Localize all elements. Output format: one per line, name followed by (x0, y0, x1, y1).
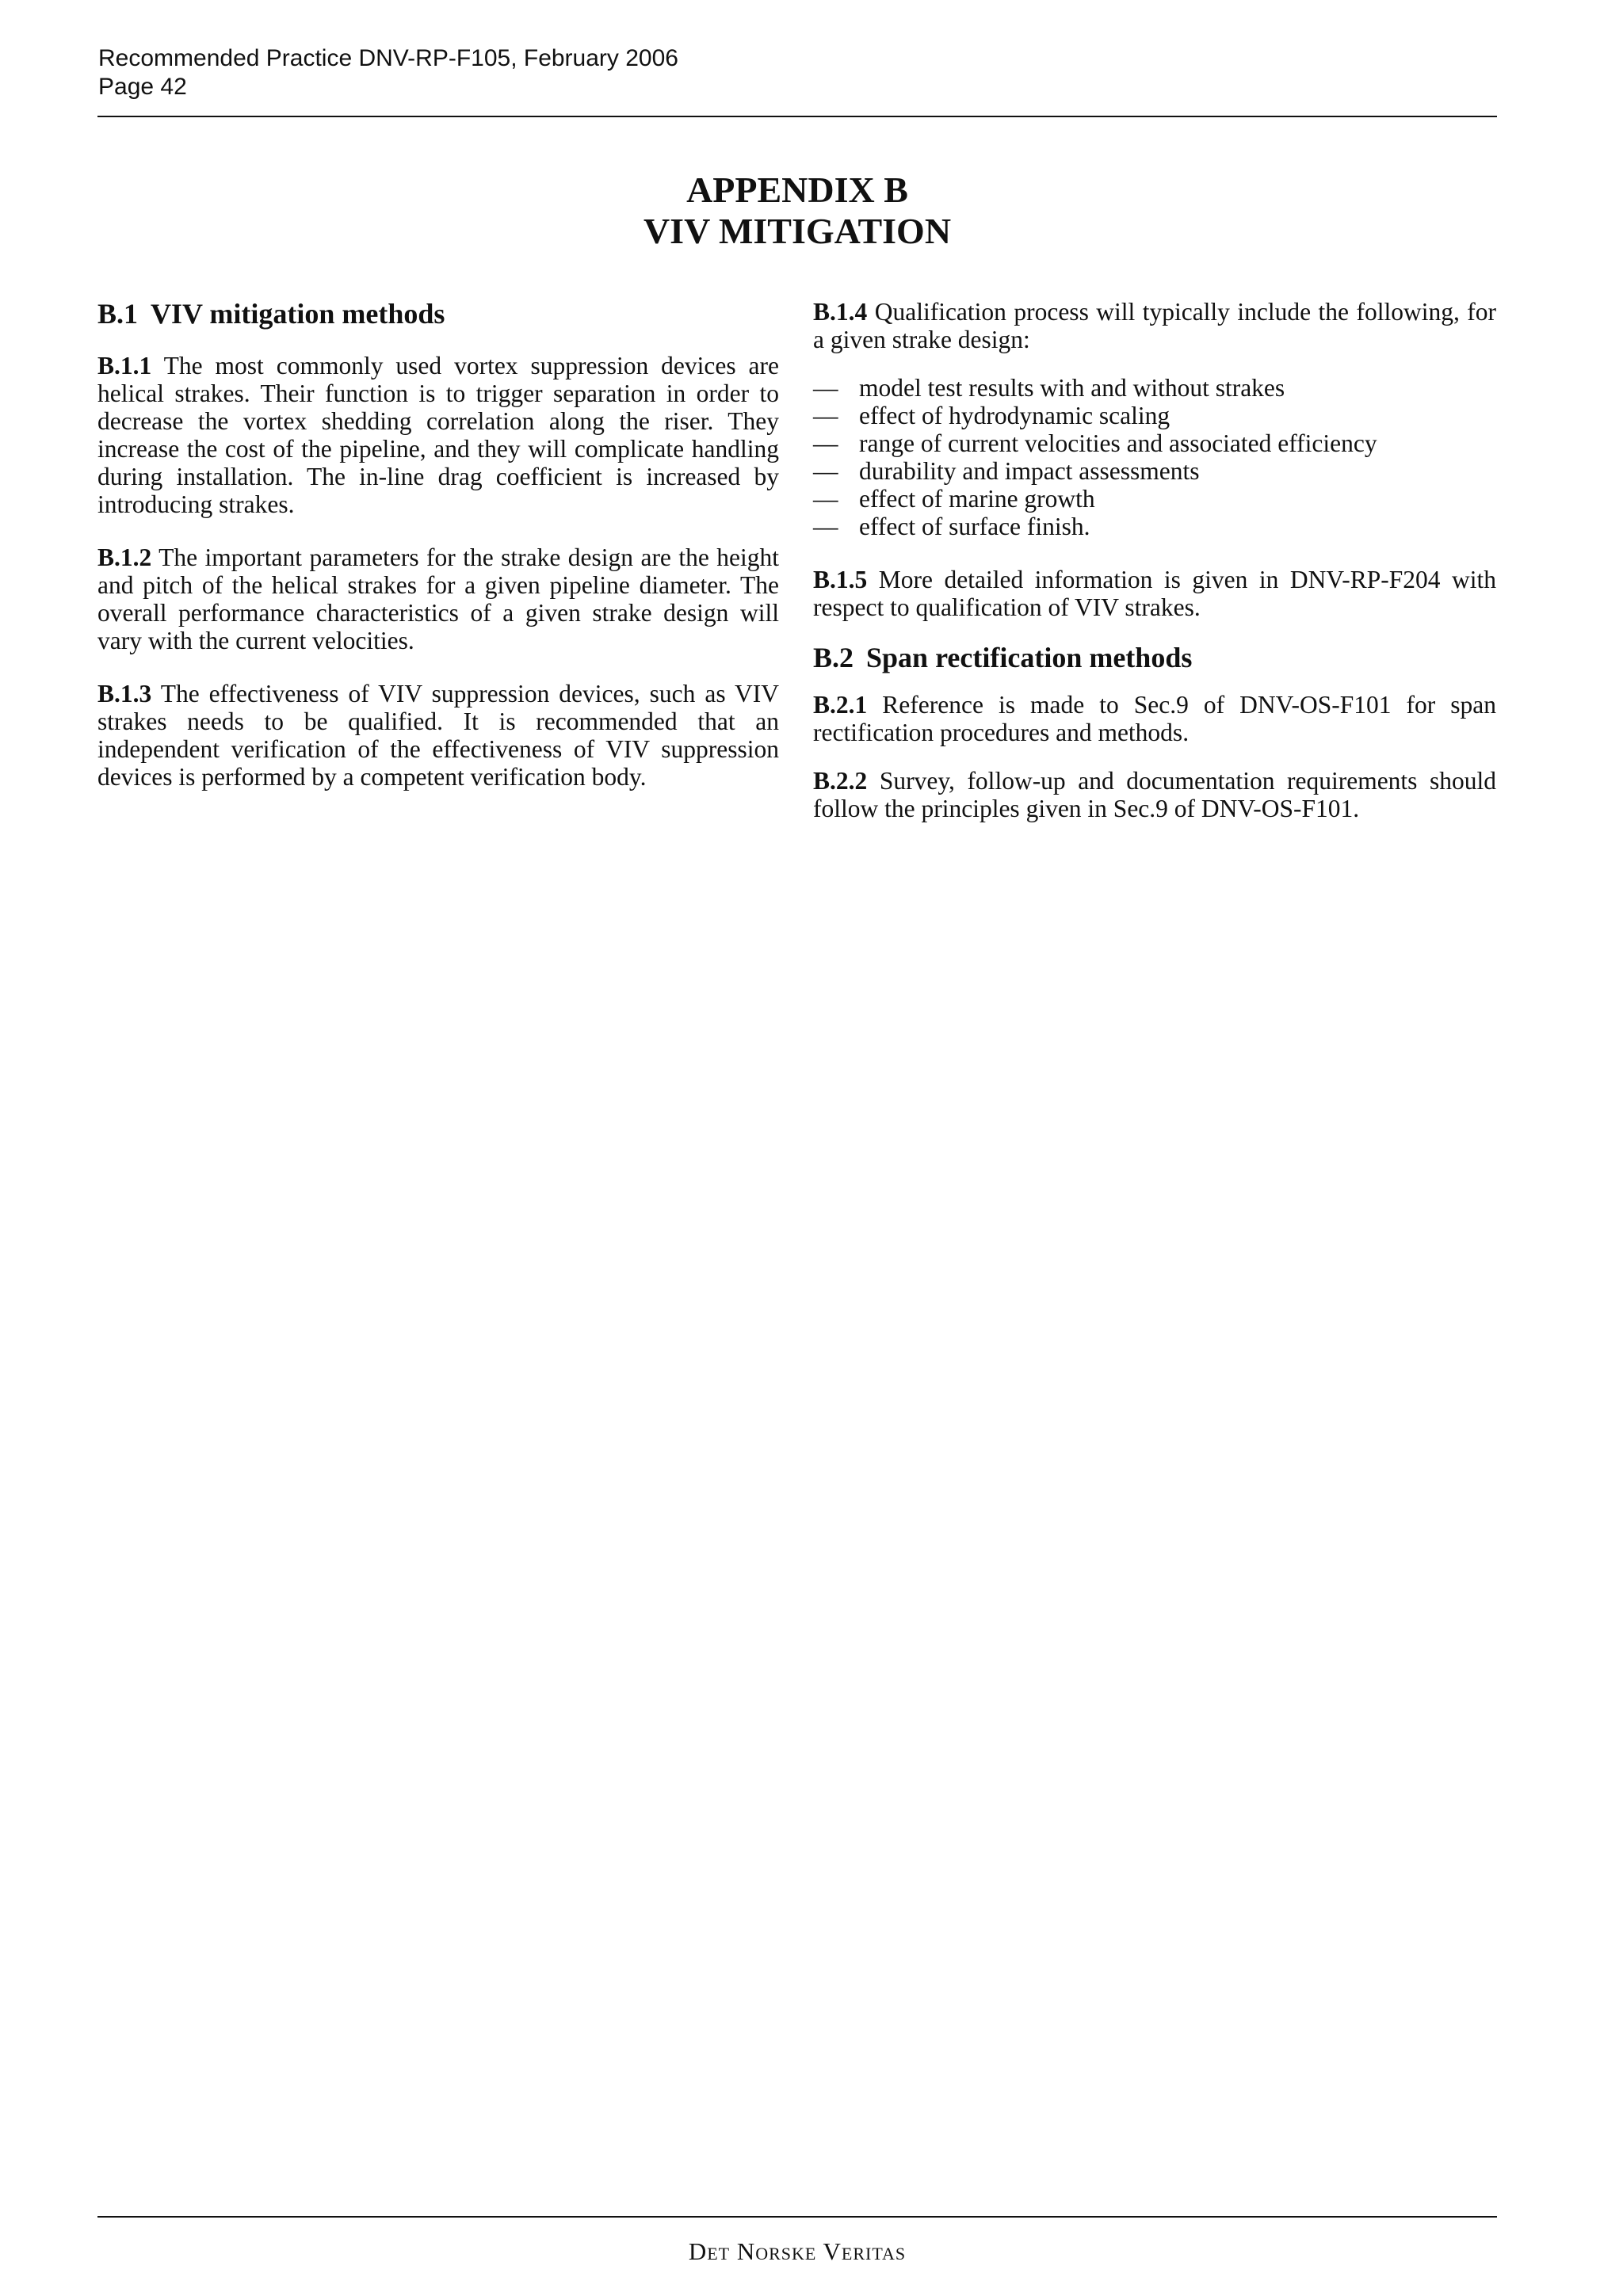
section-title: Span rectification methods (866, 642, 1193, 673)
left-column (97, 298, 779, 816)
footer-rule (97, 2216, 1497, 2218)
list-item-text: range of current velocities and associated efficiency (859, 429, 1377, 457)
section-number: B.2 (813, 642, 854, 673)
dash-marker: — (813, 402, 838, 429)
paragraph-number: B.1.3 (97, 680, 152, 707)
paragraph-text: The effectiveness of VIV suppression devices, such as VIV strakes needs to be qualified. It is recommended that an independent verification of the effectiveness of VIV suppression devices is performed by a competent verification body. (97, 680, 780, 791)
section-number: B.1 (97, 298, 139, 330)
paragraph-b-2-2 (813, 767, 1496, 822)
paragraph-number: B.2.1 (813, 691, 868, 719)
dash-marker: — (813, 429, 838, 457)
list-item (813, 374, 1496, 402)
appendix-title (97, 170, 1497, 252)
paragraph-number: B.1.4 (813, 298, 868, 326)
list-item (813, 513, 1496, 540)
list-item (813, 485, 1496, 513)
paragraph-text: Reference is made to Sec.9 of DNV-OS-F101 for span rectification procedures and methods. (813, 691, 1497, 746)
paragraph-b-1-5 (813, 566, 1496, 621)
paragraph-number: B.1.2 (97, 543, 152, 571)
paragraph-text: Qualification process will typically include the following, for a given strake design: (813, 298, 1497, 353)
dash-marker: — (813, 457, 838, 485)
section-heading-b2 (813, 642, 1496, 673)
paragraph-b-1-4 (813, 298, 1496, 353)
header-doc-title: Recommended Practice DNV-RP-F105, February 2006 (98, 45, 678, 71)
section-title: VIV mitigation methods (151, 298, 445, 330)
paragraph-b-1-3 (97, 680, 779, 791)
qualification-list (813, 374, 1496, 540)
list-item (813, 402, 1496, 429)
paragraph-text: The most commonly used vortex suppression devices are helical strakes. Their function is to trigger separation in order to decrease the vortex shedding correlation along the riser. They increase the cost of the pipeline, and they will complicate handling during installation. The in-line drag coefficient is increased by introducing strakes. (97, 352, 779, 518)
paragraph-number: B.2.2 (813, 767, 868, 795)
appendix-label: APPENDIX B (686, 170, 908, 210)
paragraph-number: B.1.5 (813, 566, 868, 593)
list-item (813, 457, 1496, 485)
running-header (98, 44, 678, 101)
paragraph-b-2-1 (813, 691, 1496, 746)
list-item-text: effect of surface finish. (859, 513, 1090, 540)
header-page-number: Page 42 (98, 74, 187, 100)
dash-marker: — (813, 485, 838, 513)
list-item-text: model test results with and without strakes (859, 374, 1285, 402)
section-heading-b1 (97, 298, 779, 330)
header-rule (97, 116, 1497, 117)
paragraph-b-1-1 (97, 352, 779, 518)
dash-marker: — (813, 513, 838, 540)
paragraph-b-1-2 (97, 543, 779, 654)
paragraph-text: The important parameters for the strake design are the height and pitch of the helical strakes for a given pipeline diameter. The overall performance characteristics of a given strake design will vary with the current velocities. (97, 543, 780, 654)
list-item-text: durability and impact assessments (859, 457, 1200, 485)
list-item-text: effect of hydrodynamic scaling (859, 402, 1170, 429)
paragraph-number: B.1.1 (97, 352, 152, 379)
paragraph-text: Survey, follow-up and documentation requirements should follow the principles given in Sec.9 of DNV-OS-F101. (813, 767, 1497, 822)
right-column (813, 298, 1496, 848)
paragraph-text: More detailed information is given in DNV-RP-F204 with respect to qualification of VIV strakes. (813, 566, 1496, 621)
list-item (813, 429, 1496, 457)
appendix-subject: VIV MITIGATION (643, 211, 952, 251)
dash-marker: — (813, 374, 838, 402)
footer-publisher: Det Norske Veritas (688, 2237, 907, 2265)
list-item-text: effect of marine growth (859, 485, 1095, 513)
